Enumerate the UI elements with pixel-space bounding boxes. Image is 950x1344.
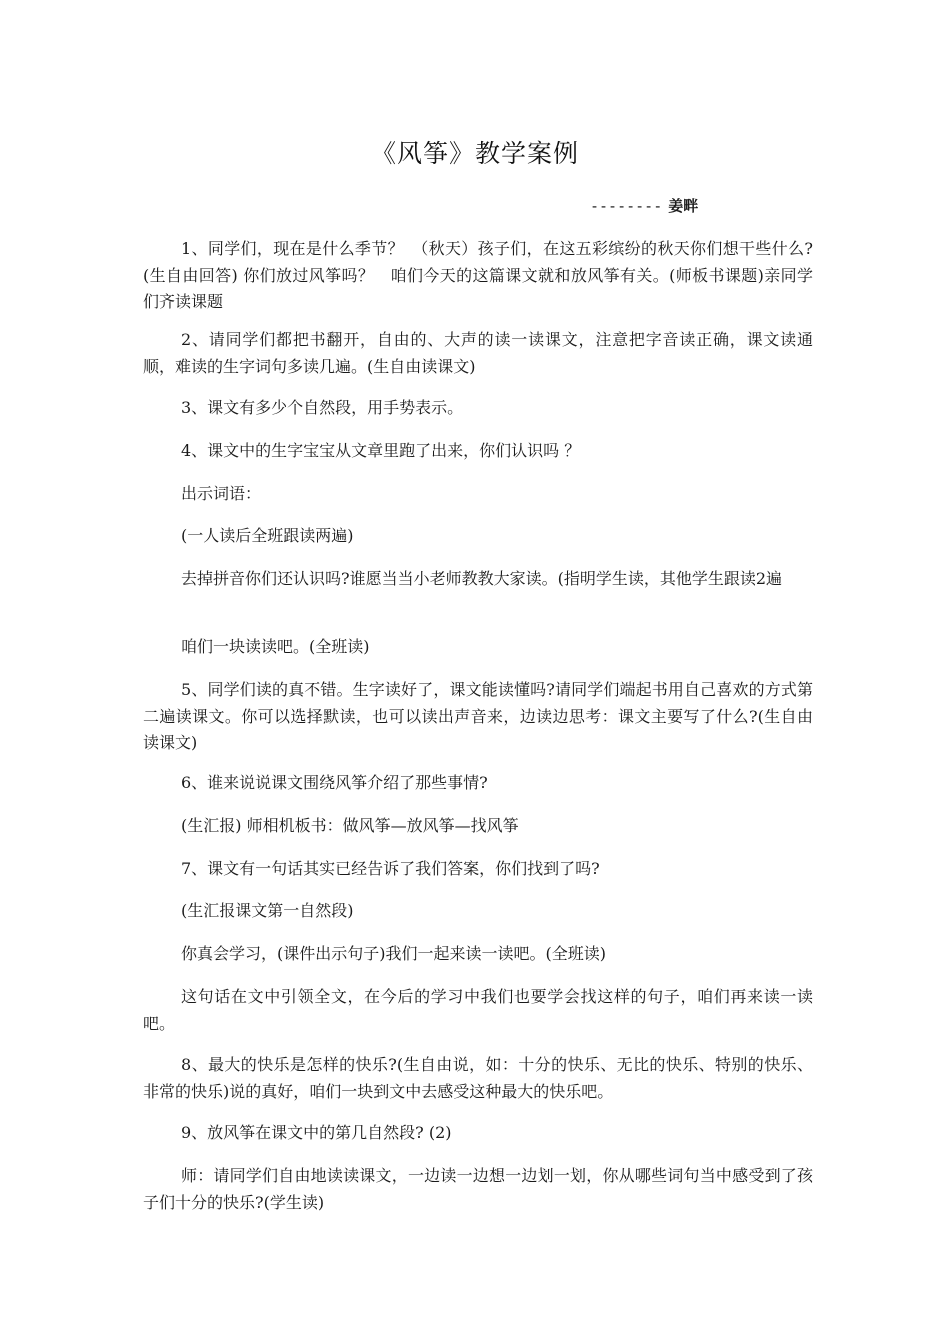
paragraph-16: 8、最大的快乐是怎样的快乐?(生自由说，如：十分的快乐、无比的快乐、特别的快乐、非常的快乐)说的真好，咱们一块到文中去感受这种最大的快乐吧。 <box>143 1055 813 1101</box>
document-title: 《风筝》教学案例 <box>370 139 579 168</box>
paragraph-2: 2、请同学们都把书翻开，自由的、大声的读一读课文，注意把字音读正确，课文读通顺，难读的生字词句多读几遍。(生自由读课文) <box>143 330 813 376</box>
paragraph-15: 这句话在文中引领全文，在今后的学习中我们也要学会找这样的句子，咱们再来读一读吧。 <box>143 987 813 1033</box>
paragraph-18: 师：请同学们自由地读读课文，一边读一边想一边划一划，你从哪些词句当中感受到了孩子们十分的快乐?(学生读) <box>143 1166 813 1212</box>
paragraph-3: 3、课文有多少个自然段，用手势表示。 <box>181 398 464 417</box>
author-line <box>590 195 698 216</box>
paragraph-1: 1、同学们，现在是什么季节？ （秋天）孩子们，在这五彩缤纷的秋天你们想干些什么?(生自由回答) 你们放过风筝吗？ 咱们今天的这篇课文就和放风筝有关。(师板书课题)亲同学们齐读课题 <box>143 239 813 311</box>
paragraph-13: (生汇报课文第一自然段) <box>181 901 354 920</box>
paragraph-6: (一人读后全班跟读两遍) <box>181 526 354 545</box>
paragraph-11: (生汇报) 师相机板书：做风筝—放风筝—找风筝 <box>181 816 519 835</box>
paragraph-12: 7、课文有一句话其实已经告诉了我们答案，你们找到了吗? <box>181 859 600 878</box>
author-dashes: -------- <box>590 197 663 215</box>
paragraph-14: 你真会学习，(课件出示句子)我们一起来读一读吧。(全班读) <box>181 944 606 963</box>
paragraph-10: 6、谁来说说课文围绕风筝介绍了那些事情? <box>181 773 488 792</box>
paragraph-4: 4、课文中的生字宝宝从文章里跑了出来，你们认识吗 ？ <box>181 441 581 460</box>
paragraph-7: 去掉拼音你们还认识吗?谁愿当当小老师教教大家读。(指明学生读，其他学生跟读2遍 <box>181 569 783 588</box>
paragraph-17: 9、放风筝在课文中的第几自然段? (2) <box>181 1123 452 1142</box>
paragraph-9: 5、同学们读的真不错。生字读好了，课文能读懂吗?请同学们端起书用自己喜欢的方式第二遍读课文。你可以选择默读，也可以读出声音来，边读边思考：课文主要写了什么?(生自由读课文) <box>143 680 813 752</box>
author-name: 姜畔 <box>668 197 699 215</box>
paragraph-5: 出示词语： <box>181 484 262 503</box>
paragraph-8: 咱们一块读读吧。(全班读) <box>181 637 370 656</box>
